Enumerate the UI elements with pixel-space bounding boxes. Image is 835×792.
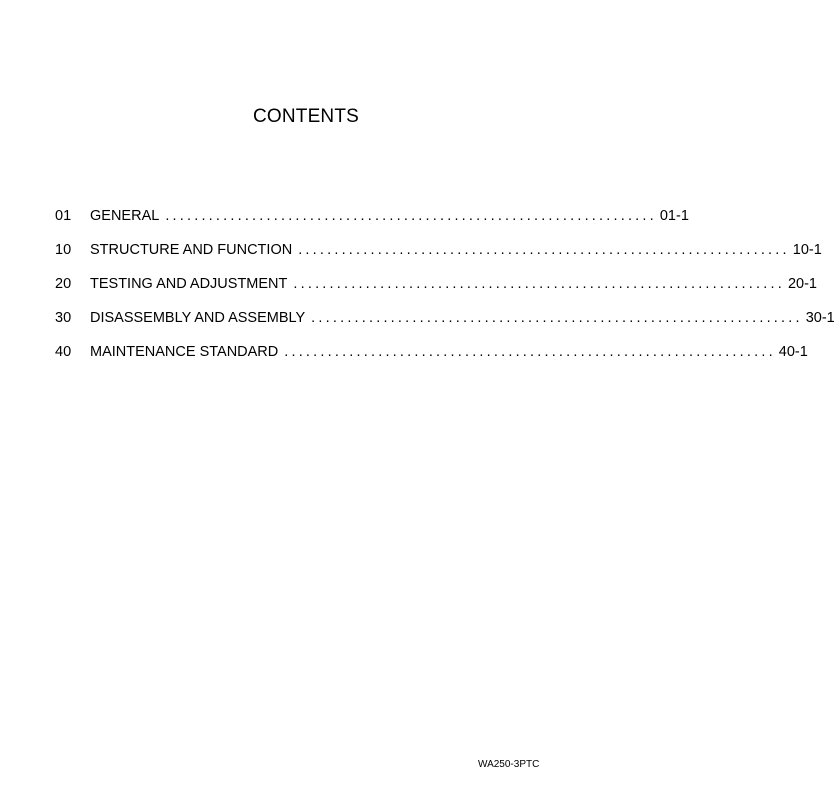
toc-entry-general[interactable] xyxy=(55,208,689,242)
toc-dot-leader: .................................................................... xyxy=(165,208,657,224)
toc-section-number: 40 xyxy=(55,344,72,360)
toc-page-number: 40-1 xyxy=(778,344,808,360)
toc-section-title: MAINTENANCE STANDARD xyxy=(90,344,279,360)
toc-page-number: 10-1 xyxy=(792,242,822,258)
toc-entry-disassembly-and-assembly[interactable] xyxy=(55,310,835,344)
toc-entry-structure-and-function[interactable] xyxy=(55,242,822,276)
toc-entry-maintenance-standard[interactable] xyxy=(55,344,808,378)
toc-section-title: GENERAL xyxy=(90,208,160,224)
toc-entry-testing-and-adjustment[interactable] xyxy=(55,276,817,310)
document-code: WA250-3PTC xyxy=(478,759,540,770)
toc-section-number: 20 xyxy=(55,276,72,292)
toc-section-number: 01 xyxy=(55,208,72,224)
page-title: CONTENTS xyxy=(252,106,360,127)
toc-page-number: 30-1 xyxy=(805,310,835,326)
toc-dot-leader: .................................................................... xyxy=(298,242,790,258)
toc-section-number: 30 xyxy=(55,310,72,326)
toc-page-number: 20-1 xyxy=(787,276,817,292)
toc-dot-leader: .................................................................... xyxy=(284,344,776,360)
toc-section-title: DISASSEMBLY AND ASSEMBLY xyxy=(90,310,306,326)
toc-dot-leader: .................................................................... xyxy=(293,276,785,292)
toc-dot-leader: .................................................................... xyxy=(311,310,803,326)
toc-section-title: TESTING AND ADJUSTMENT xyxy=(90,276,288,292)
toc-section-title: STRUCTURE AND FUNCTION xyxy=(90,242,293,258)
table-of-contents xyxy=(55,208,835,378)
toc-section-number: 10 xyxy=(55,242,72,258)
toc-page-number: 01-1 xyxy=(659,208,689,224)
